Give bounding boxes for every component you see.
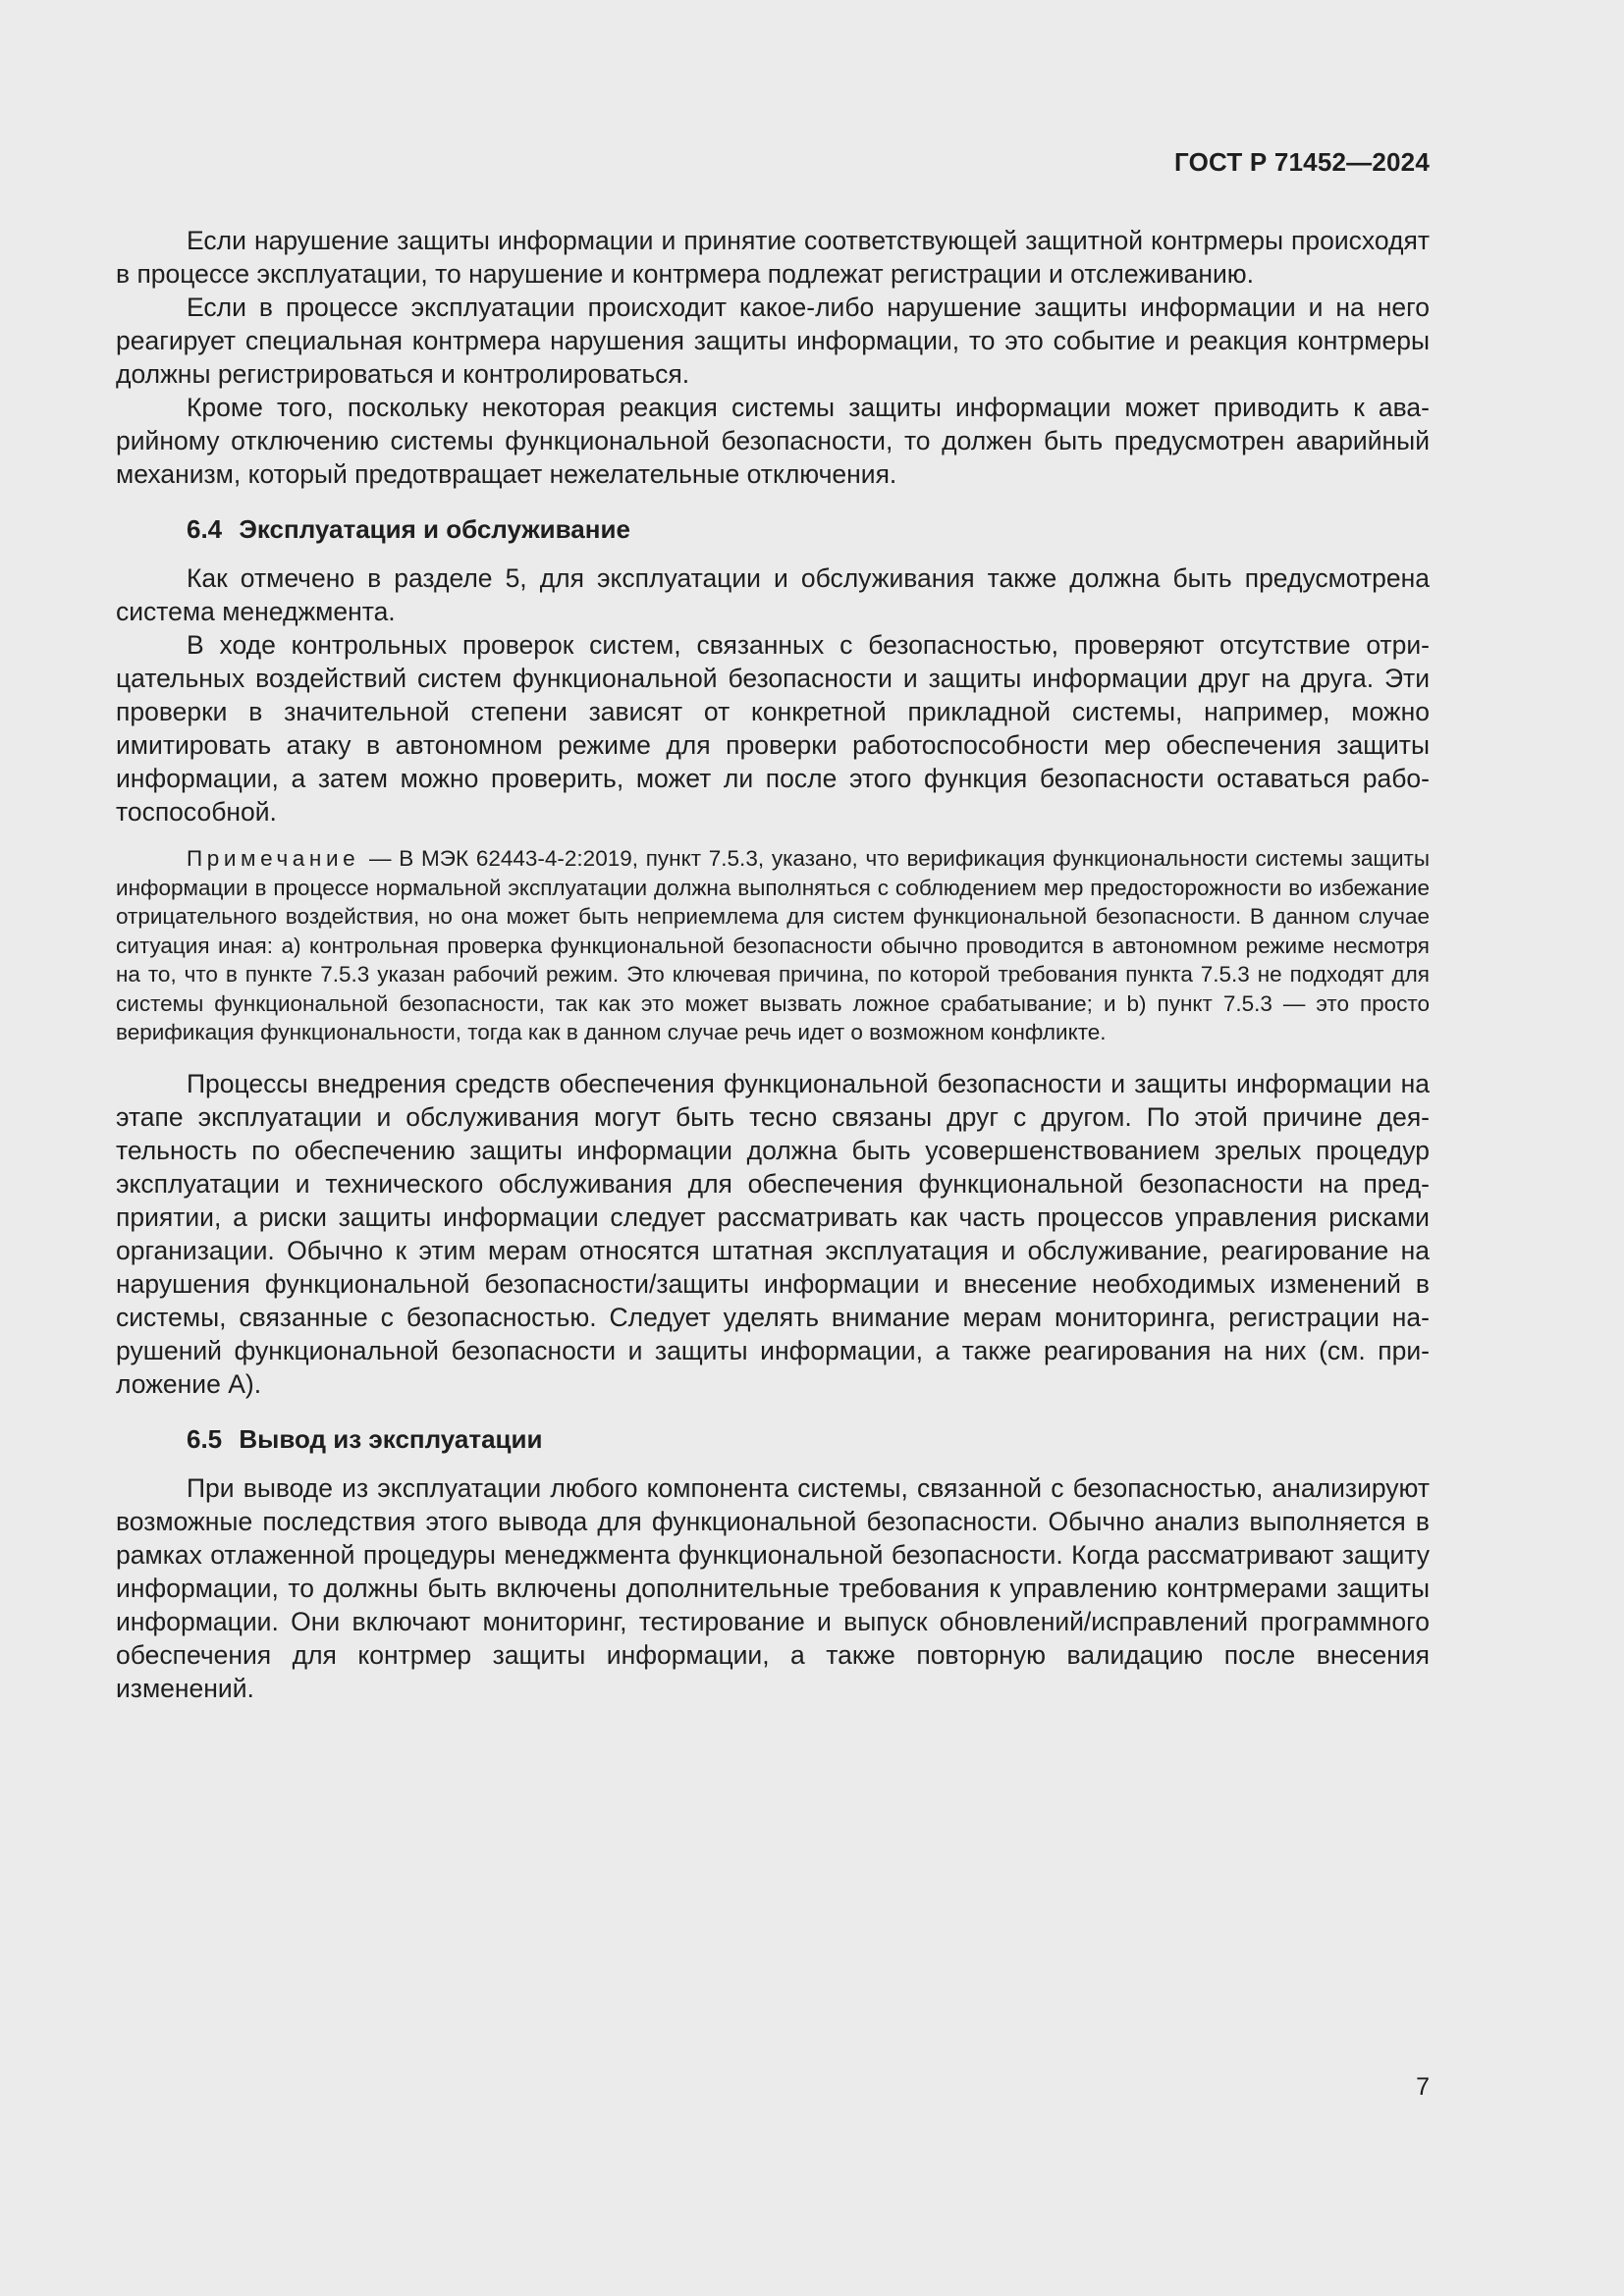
- section-heading-6-4: [116, 512, 1430, 546]
- note-text: — В МЭК 62443-4-2:2019, пункт 7.5.3, указано, что верификация функциональности системы защиты информации в процессе нормальной эксплуатации должна выполняться с соблюдением мер предосторожности во избежание отрицательного воздействия, но она может быть неприемлема для систем функциональной безопасности. В данном случае ситуация иная: a) контрольная проверка функциональной безопасности обычно проводится в автономном режиме несмотря на то, что в пункте 7.5.3 указан рабочий режим. Это ключевая причина, по которой требования пункта 7.5.3 не подходят для системы функциональной безопасности, так как это может вызвать ложное срабатывание; и b) пункт 7.5.3 — это просто верификация функциональности, тогда как в данном случае речь идет о возможном конфликте.: [116, 846, 1430, 1044]
- note-label: Примечание: [187, 846, 360, 871]
- page-content: [116, 224, 1430, 1705]
- section-number: 6.5: [187, 1423, 223, 1454]
- intro-paragraph-1: Если нарушение защиты информации и принятие соответствующей защитной контрмеры происходят в процессе эксплуатации, то нарушение и контрмера подлежат регистрации и отслеживанию.: [116, 226, 1430, 289]
- section-number: 6.4: [187, 514, 223, 544]
- section-6-4-paragraph-1: Как отмечено в разделе 5, для эксплуатации и обслуживания также должна быть предусмотрена система менеджмента.: [116, 563, 1430, 626]
- section-heading-6-5: [116, 1422, 1430, 1456]
- section-6-4-paragraph-2: В ходе контрольных проверок систем, связанных с безопасностью, проверяют отсутствие отрицательных воздействий систем функциональной безопасности и защиты информации друг на друга. Эти проверки в значительной степени зависят от конкретной прикладной системы, например, можно имитировать атаку в автономном режиме для проверки работоспособности мер обеспечения защиты информации, а затем можно проверить, может ли после этого функция безопасности оставаться работоспособной.: [116, 630, 1430, 827]
- page-number: 7: [1416, 2073, 1430, 2101]
- section-6-5-paragraph: При выводе из эксплуатации любого компонента системы, связанной с безопасностью, анализируют возможные последствия этого вывода для функциональной безопасности. Обычно анализ выполняется в рамках отлаженной процедуры менеджмента функциональной безопасности. Когда рассматривают защиту информации, то должны быть включены дополнительные требования к управлению контрмерами защиты информации. Они включают мониторинг, тестирование и выпуск обновлений/исправлений программного обеспечения для контрмер защиты информации, а также повторную валидацию после внесения изменений.: [116, 1472, 1430, 1703]
- standard-header: ГОСТ Р 71452—2024: [1174, 147, 1430, 177]
- intro-paragraph-2: Если в процессе эксплуатации происходит какое-либо нарушение защиты информации и на него реагирует специальная контрмера нарушения защиты информации, то это событие и реакция контрмеры должны регистрироваться и контролироваться.: [116, 293, 1430, 389]
- section-title: Эксплуатация и обслуживание: [239, 514, 630, 544]
- note-block: [116, 844, 1430, 1047]
- intro-paragraph-3: Кроме того, поскольку некоторая реакция системы защиты информации может приводить к аварийному отключению системы функциональной безопасности, то должен быть предусмотрен аварийный механизм, который предотвращает нежелательные отключения.: [116, 393, 1430, 489]
- section-6-4-paragraph-3: Процессы внедрения средств обеспечения функциональной безопасности и защиты информации на этапе эксплуатации и обслуживания могут быть тесно связаны друг с другом. По этой причине деятельность по обеспечению защиты информации должна быть усовершенствованием зрелых процедур эксплуатации и технического обслуживания для обеспечения функциональной безопасности на предприятии, а риски защиты информации следует рассматривать как часть процессов управления рисками организации. Обычно к этим мерам относятся штатная эксплуатация и обслуживание, реагирование на нарушения функциональной безопасности/защиты информации и внесение необходимых изменений в системы, связанные с безопасностью. Следует уделять внимание мерам мониторинга, регистрации нарушений функциональной безопасности и защиты информации, а также реагирования на них (см. приложение А).: [116, 1068, 1430, 1399]
- section-title: Вывод из эксплуатации: [239, 1423, 543, 1454]
